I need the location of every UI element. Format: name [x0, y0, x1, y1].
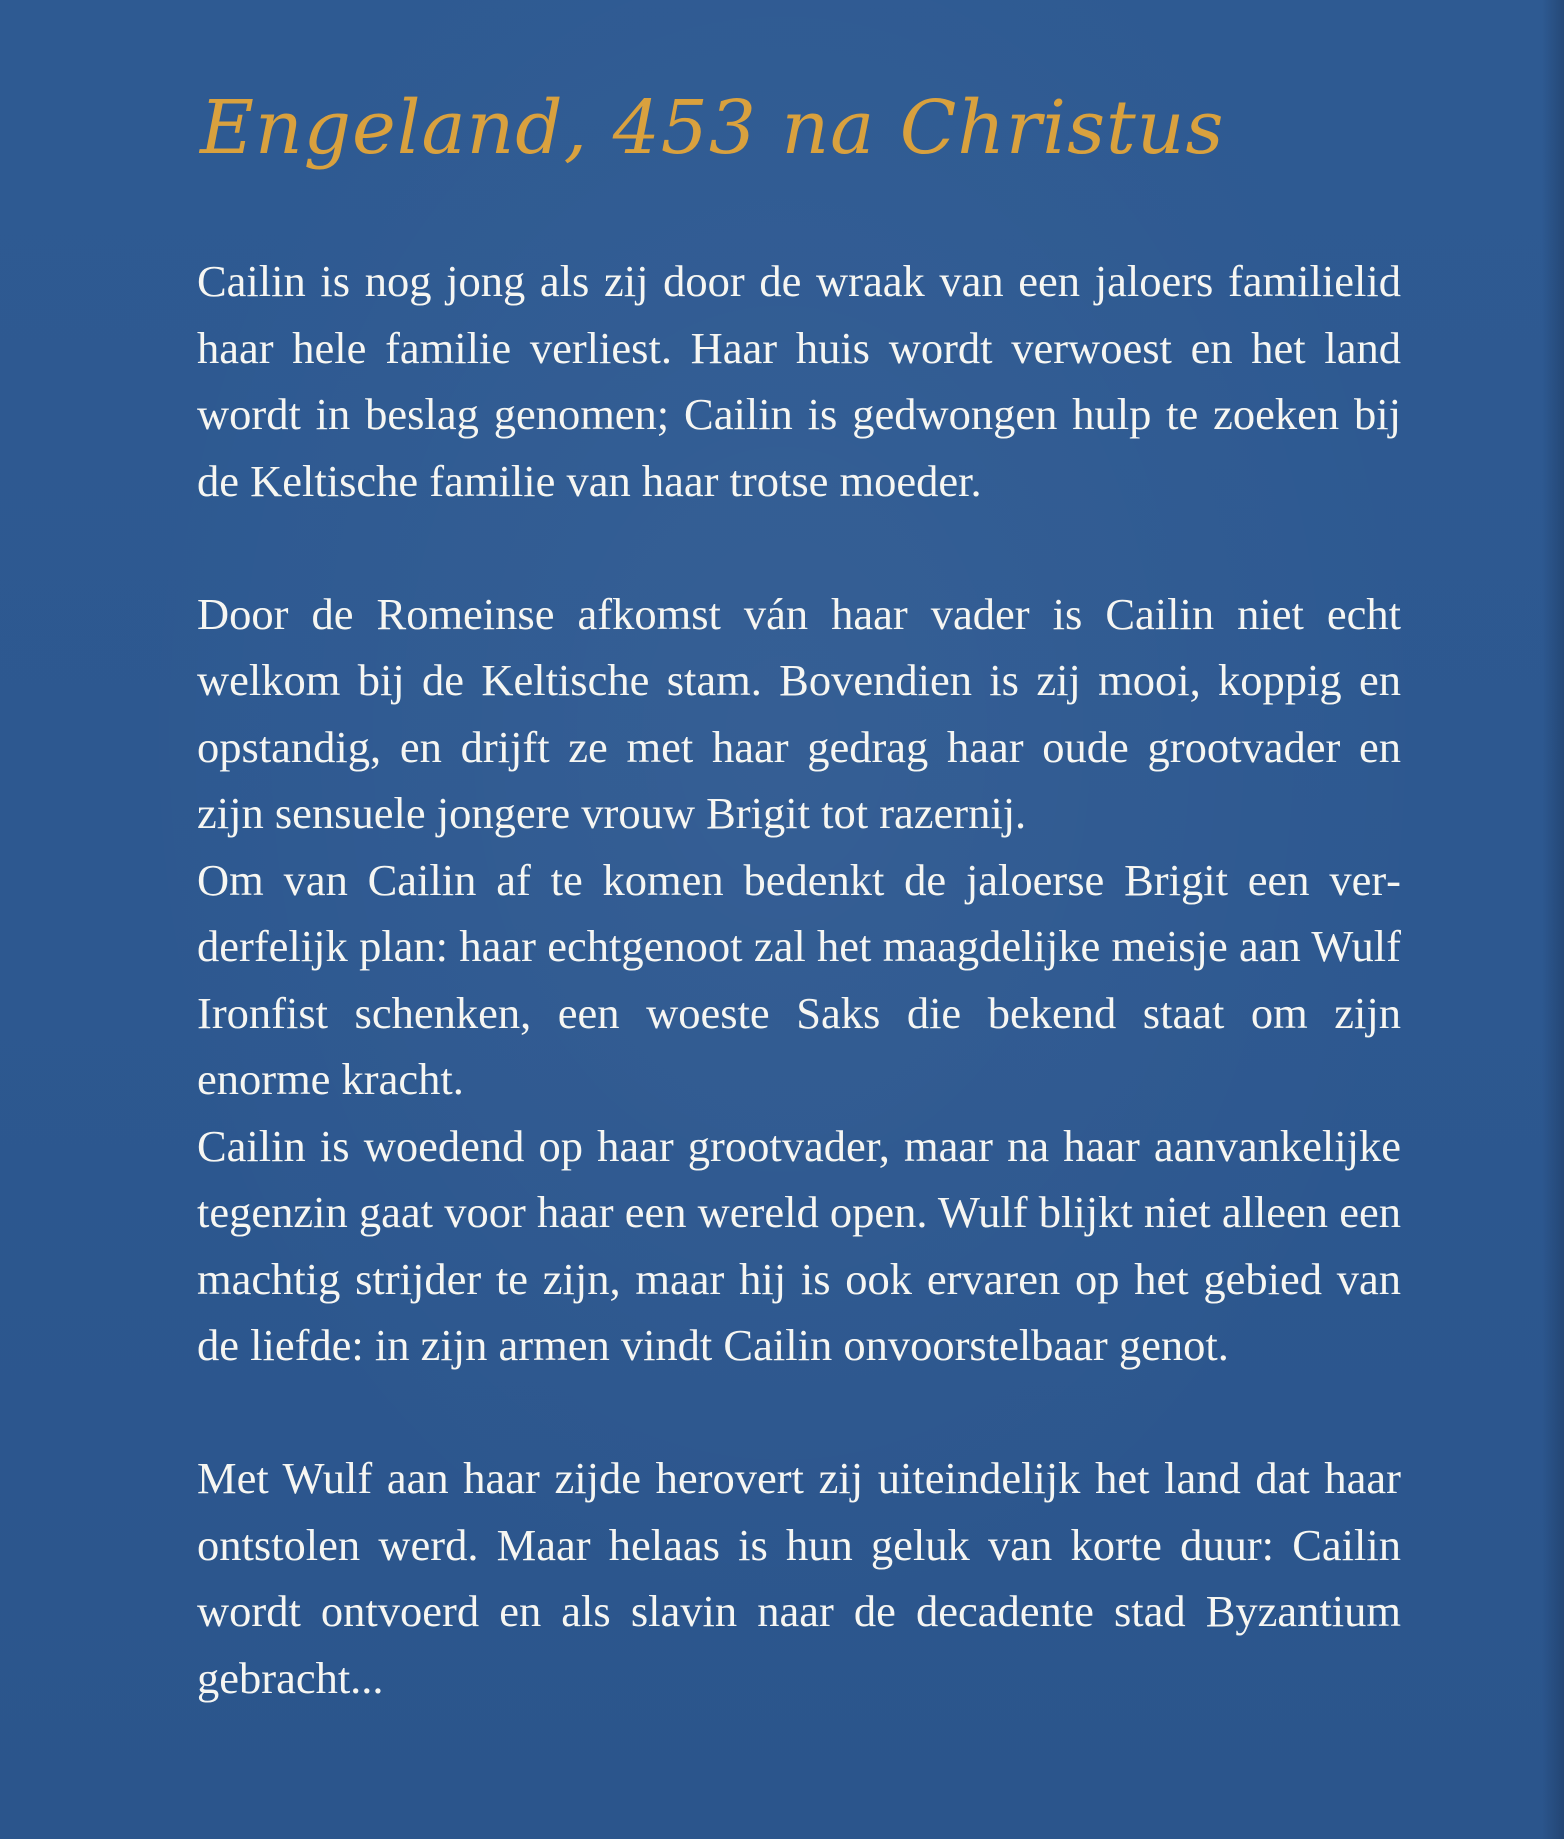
- blurb-paragraph-3: Om van Cailin af te komen bedenkt de jaloerse Brigit een verderfelijk plan: haar echtgenoot zal het maagdelijke meisje aan Wulf Ironfist schenken, een woeste Saks die bekend staat om zijn enorme kracht.: [197, 854, 1401, 1104]
- paragraph-spacer: [197, 1379, 1401, 1446]
- cover-title: Engeland, 453 na Christus: [200, 85, 1225, 171]
- blurb-paragraph-4: Cailin is woedend op haar grootvader, maar na haar aanvankelijke tegenzin gaat voor haar een wereld open. Wulf blijkt niet alleen een machtig strijder te zijn, maar hij is ook ervaren op het gebied van de liefde: in zijn armen vindt Cailin onvoorstelbaar genot.: [197, 1120, 1401, 1370]
- paragraph-spacer: [197, 514, 1401, 581]
- blurb-text: [197, 248, 1401, 1711]
- blurb-paragraph-1: Cailin is nog jong als zij door de wraak van een jaloers familielid haar hele familie verliest. Haar huis wordt verwoest en het land wordt in beslag genomen; Cailin is gedwongen hulp te zoeken bij de Keltische familie van haar trotse moeder.: [197, 256, 1401, 506]
- cover-edge-shadow: [1542, 0, 1564, 1839]
- blurb-paragraph-2: Door de Romeinse afkomst ván haar vader is Cailin niet echt welkom bij de Keltische stam. Bovendien is zij mooi, koppig en opstandig, en drijft ze met haar gedrag haar oude grootvader en zijn sensuele jongere vrouw Brigit tot razernij.: [197, 588, 1401, 838]
- blurb-paragraph-5: Met Wulf aan haar zijde herovert zij uiteindelijk het land dat haar ontstolen werd. Maar helaas is hun geluk van korte duur: Cailin wordt ontvoerd en als slavin naar de decadente stad Byzantium gebracht...: [197, 1453, 1401, 1703]
